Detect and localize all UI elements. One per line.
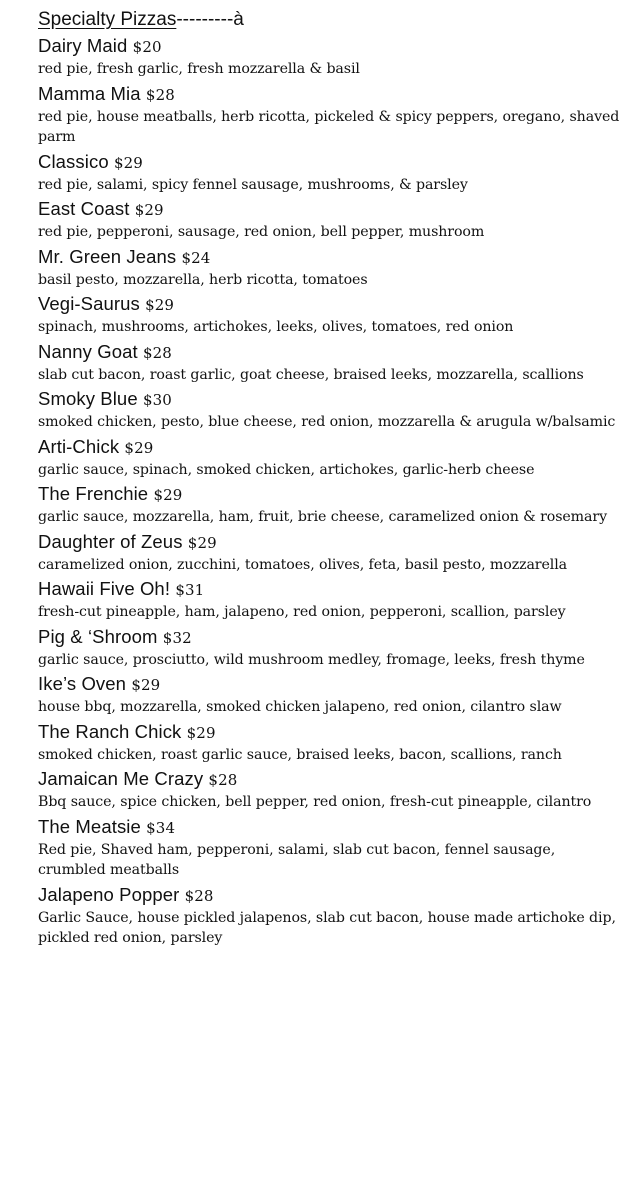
menu-item	[38, 197, 626, 245]
menu-item-title	[38, 340, 626, 365]
menu-item	[38, 292, 626, 340]
menu-item-description: garlic sauce, spinach, smoked chicken, artichokes, garlic-herb cheese	[38, 461, 535, 478]
menu-item-name: Dairy Maid	[38, 35, 128, 56]
menu-item-name: The Meatsie	[38, 815, 141, 837]
menu-item-name: Jalapeno Popper	[38, 883, 180, 905]
menu-item-description: fresh-cut pineapple, ham, jalapeno, red onion, pepperoni, scallion, parsley	[38, 604, 566, 620]
menu-item-price: $29	[113, 153, 143, 172]
menu-item-price: $29	[153, 486, 183, 504]
menu-item-price: $20	[132, 38, 162, 56]
menu-item-description: basil pesto, mozzarella, herb ricotta, tomatoes	[38, 271, 368, 288]
menu-item-price: $32	[162, 628, 192, 647]
menu-item	[38, 720, 626, 768]
menu-item-price: $29	[134, 201, 164, 219]
menu-item-description: garlic sauce, prosciutto, wild mushroom medley, fromage, leeks, fresh thyme	[38, 651, 585, 668]
menu-item-description: caramelized onion, zucchini, tomatoes, olives, feta, basil pesto, mozzarella	[38, 556, 568, 573]
menu-item-price: $29	[187, 533, 217, 552]
menu-items-list	[38, 34, 626, 951]
menu-item-title	[38, 720, 626, 745]
menu-item-title	[38, 197, 626, 222]
section-title: Specialty Pizzas	[38, 9, 177, 30]
menu-item	[38, 82, 626, 150]
menu-item-name: Daughter of Zeus	[38, 530, 183, 552]
menu-item-description: Red pie, Shaved ham, pepperoni, salami, slab cut bacon, fennel sausage, crumbled meatballs	[38, 841, 556, 878]
menu-item-title	[38, 245, 626, 270]
section-heading	[38, 6, 626, 34]
menu-item	[38, 245, 626, 293]
menu-item-description: red pie, house meatballs, herb ricotta, pickeled & spicy peppers, oregano, shaved parm	[38, 108, 620, 145]
menu-item-name: East Coast	[38, 198, 130, 219]
menu-item-title	[38, 82, 626, 107]
menu-item-price: $28	[184, 886, 214, 905]
menu-item-name: Classico	[38, 150, 109, 172]
menu-item-price: $31	[175, 581, 205, 599]
menu-item-title	[38, 815, 626, 840]
menu-item	[38, 883, 626, 951]
menu-item-price: $29	[124, 438, 154, 457]
menu-item-name: The Ranch Chick	[38, 720, 182, 742]
menu-item-description: Garlic Sauce, house pickled jalapenos, slab cut bacon, house made artichoke dip, pickled red onion, parsley	[38, 909, 616, 946]
menu-item	[38, 387, 626, 435]
menu-item-description: slab cut bacon, roast garlic, goat cheese, braised leeks, mozzarella, scallions	[38, 366, 584, 383]
menu-item-title	[38, 34, 626, 59]
menu-item	[38, 577, 626, 625]
menu-item-title	[38, 292, 626, 317]
menu-item-price: $30	[142, 391, 172, 409]
menu-item-title	[38, 435, 626, 460]
menu-item-title	[38, 672, 626, 697]
menu-item-description: red pie, pepperoni, sausage, red onion, bell pepper, mushroom	[38, 224, 485, 240]
menu-item	[38, 34, 626, 82]
menu-item-title	[38, 883, 626, 908]
menu-item	[38, 435, 626, 483]
menu-item-title	[38, 625, 626, 650]
menu-item	[38, 150, 626, 198]
menu-item-price: $29	[186, 723, 216, 742]
menu-item-description: spinach, mushrooms, artichokes, leeks, olives, tomatoes, red onion	[38, 319, 514, 335]
menu-item-price: $28	[142, 343, 172, 362]
menu-item-title	[38, 767, 626, 792]
menu-item-price: $24	[181, 248, 211, 267]
menu-item	[38, 482, 626, 530]
menu-item	[38, 530, 626, 578]
menu-item-name: The Frenchie	[38, 483, 149, 504]
menu-item-name: Hawaii Five Oh!	[38, 578, 171, 599]
menu-item-price: $28	[145, 85, 175, 104]
menu-item-title	[38, 530, 626, 555]
menu-item-name: Mamma Mia	[38, 82, 141, 104]
menu-item-price: $28	[208, 771, 238, 789]
menu-item-price: $34	[146, 818, 176, 837]
menu-item-description: red pie, salami, spicy fennel sausage, mushrooms, & parsley	[38, 176, 468, 193]
menu-item-price: $29	[145, 296, 175, 314]
menu-item-name: Ike’s Oven	[38, 673, 127, 694]
menu-item-price: $29	[131, 676, 161, 694]
menu-item-description: garlic sauce, mozzarella, ham, fruit, brie cheese, caramelized onion & rosemary	[38, 509, 607, 525]
menu-item-name: Pig & ‘Shroom	[38, 625, 158, 647]
menu-item-name: Arti-Chick	[38, 435, 120, 457]
menu-item-description: Bbq sauce, spice chicken, bell pepper, red onion, fresh-cut pineapple, cilantro	[38, 794, 592, 810]
menu-item-title	[38, 482, 626, 507]
menu-item-description: house bbq, mozzarella, smoked chicken jalapeno, red onion, cilantro slaw	[38, 699, 562, 715]
menu-item	[38, 767, 626, 815]
menu-item-name: Nanny Goat	[38, 340, 138, 362]
menu-item	[38, 672, 626, 720]
menu-item-title	[38, 150, 626, 175]
menu-item	[38, 625, 626, 673]
menu-item-name: Jamaican Me Crazy	[38, 768, 204, 789]
section-title-suffix: ---------à	[176, 9, 244, 30]
menu-item-description: smoked chicken, pesto, blue cheese, red onion, mozzarella & arugula w/balsamic	[38, 414, 616, 430]
menu-item-description: smoked chicken, roast garlic sauce, braised leeks, bacon, scallions, ranch	[38, 746, 562, 763]
menu-item-description: red pie, fresh garlic, fresh mozzarella & basil	[38, 61, 360, 77]
menu-item	[38, 340, 626, 388]
menu-item-title	[38, 387, 626, 412]
menu-item-name: Smoky Blue	[38, 388, 138, 409]
menu-item	[38, 815, 626, 883]
menu-item-name: Mr. Green Jeans	[38, 245, 177, 267]
menu-item-name: Vegi-Saurus	[38, 293, 140, 314]
menu-item-title	[38, 577, 626, 602]
